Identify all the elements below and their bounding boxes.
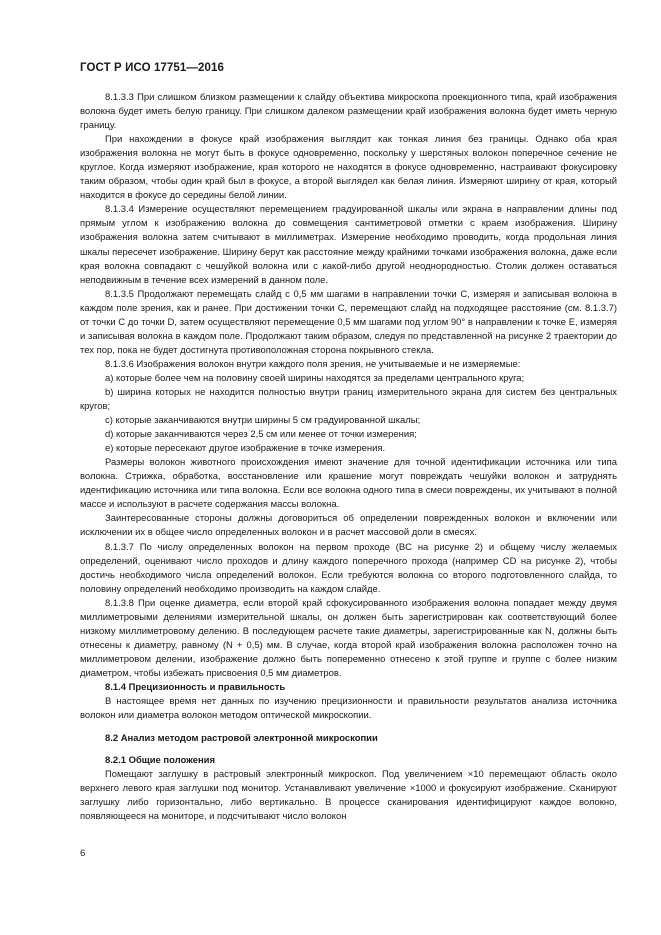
paragraph: При нахождении в фокусе край изображения выглядит как тонкая линия без границы. Однако оба края изображения волокна не могут быть в фокусе одновременно, поскольку у шерстяных волокон поперечное сечение не круглое. Когда измеряют изображение, края которого не находятся в фокусе одновременно, настраивают фокусировку таким образом, чтобы один край был в фокусе, а второй выглядел как белая линия. Измеряют ширину от края, который находится в фокусе до середины белой линии. <box>80 134 617 202</box>
page-number: 6 <box>80 848 86 859</box>
list-item: c) которые заканчиваются внутри ширины 5 см градуированной шкалы; <box>105 415 421 427</box>
paragraph: 8.1.3.7 По числу определенных волокон на первом проходе (BC на рисунке 2) и общему числу желаемых определений, оценивают число проходов и длину каждого поперечного прохода (например CD на рисунке 2), чтобы достичь необходимого числа определений волокон. Если требуются волокна со второго подготовленного слайда, то половину определений необходимо производить на каждом слайде. <box>80 541 617 595</box>
paragraph: Размеры волокон животного происхождения имеют значение для точной идентификации источника или типа волокна. Стрижка, обработка, восстановление или крашение могут повреждать чешуйки волокон и затруднять идентификацию источника или типа волокна. Если все волокна одного типа в смеси повреждены, их учитывают в полной массе и используют в расчете содержания массы волокна. <box>80 457 617 511</box>
document-header: ГОСТ Р ИСО 17751—2016 <box>80 62 225 74</box>
subsection-heading: 8.1.4 Прецизионность и правильность <box>105 681 286 693</box>
paragraph: В настоящее время нет данных по изучению прецизионности и правильности результатов анализа источника волокон или диаметра волокон методом оптической микроскопии. <box>80 696 617 722</box>
section-heading: 8.2 Анализ методом растровой электронной микроскопии <box>105 733 378 745</box>
list-item: a) которые более чем на половину своей ширины находятся за пределами центрального круга; <box>105 372 525 384</box>
paragraph: 8.1.3.5 Продолжают перемещать слайд с 0,5 мм шагами в направлении точки C, измеряя и записывая волокна в каждом поле зрения, как и ранее. При достижении точки C, перемещают слайд на подходящее расстояние (см. 8.1.3.7) от точки C до точки D, затем осуществляют перемещение 0,5 мм шагами под углом 90° в направлении к точке E, измеряя и записывая волокна в каждом поле. Продолжают таким образом, следуя по представленной на рисунке 2 траектории до тех пор, пока не будет достигнута противоположная сторона покрывного стекла. <box>80 288 617 356</box>
paragraph: 8.1.3.6 Изображения волокон внутри каждого поля зрения, не учитываемые и не измеряемые: <box>105 358 521 370</box>
list-item: d) которые заканчиваются через 2,5 см или менее от точки измерения; <box>105 429 417 441</box>
list-item: e) которые пересекают другое изображение в точке измерения. <box>105 443 386 455</box>
paragraph: Заинтересованные стороны должны договориться об определении поврежденных волокон и включении или исключении их в общее число определенных волокон и в расчет массовой доли в смесях. <box>80 513 617 539</box>
subsection-heading: 8.2.1 Общие положения <box>105 755 215 767</box>
paragraph: 8.1.3.3 При слишком близком размещении к слайду объектива микроскопа проекционного типа, край изображения волокна будет иметь белую границу. При слишком далеком размещении край изображения волокна будет иметь черную границу. <box>80 92 617 132</box>
paragraph: Помещают заглушку в растровый электронный микроскоп. Под увеличением ×10 перемещают область около верхнего левого края заглушки под монитор. Устанавливают увеличение ×1000 и фокусируют изображение. Сканируют заглушку либо горизонтально, либо вертикально. В процессе сканирования идентифицируют каждое волокно, появляющееся на мониторе, и подсчитывают число волокон <box>80 769 617 823</box>
paragraph: 8.1.3.8 При оценке диаметра, если второй край сфокусированного изображения волокна попадает между двумя миллиметровыми делениями измерительной шкалы, он должен быть зарегистрирован как соответствующий более низкому миллиметровому делению. В последующем расчете такие диаметры, зарегистрированные как N, должны быть отнесены к диаметру, равному (N + 0,5) мм. В случае, когда второй край изображения волокна расположен точно на миллиметровом делении, изображение должно быть попеременно отнесено к этой группе и группе с более низким диаметром, чтобы избежать присвоения 0,5 мм диаметров. <box>80 597 617 679</box>
paragraph: b) ширина которых не находится полностью внутри границ измерительного экрана для систем без центральных кругов; <box>80 386 617 413</box>
document-body <box>80 91 617 824</box>
paragraph: 8.1.3.4 Измерение осуществляют перемещением градуированной шкалы или экрана в направлении длины под прямым углом к изображению волокна до совмещения сантиметровой отметки с краем изображения. Ширину изображения волокна затем считывают в миллиметрах. Измерение необходимо проводить, когда продольная линия шкалы пересечет изображение. Ширину берут как расстояние между крайними точками изображения волокна, даже если края волокна совпадают с чешуйкой волокна или с какой-либо другой неоднородностью. Столик должен оставаться неподвижным в течение всех измерений в данном поле. <box>80 204 617 286</box>
